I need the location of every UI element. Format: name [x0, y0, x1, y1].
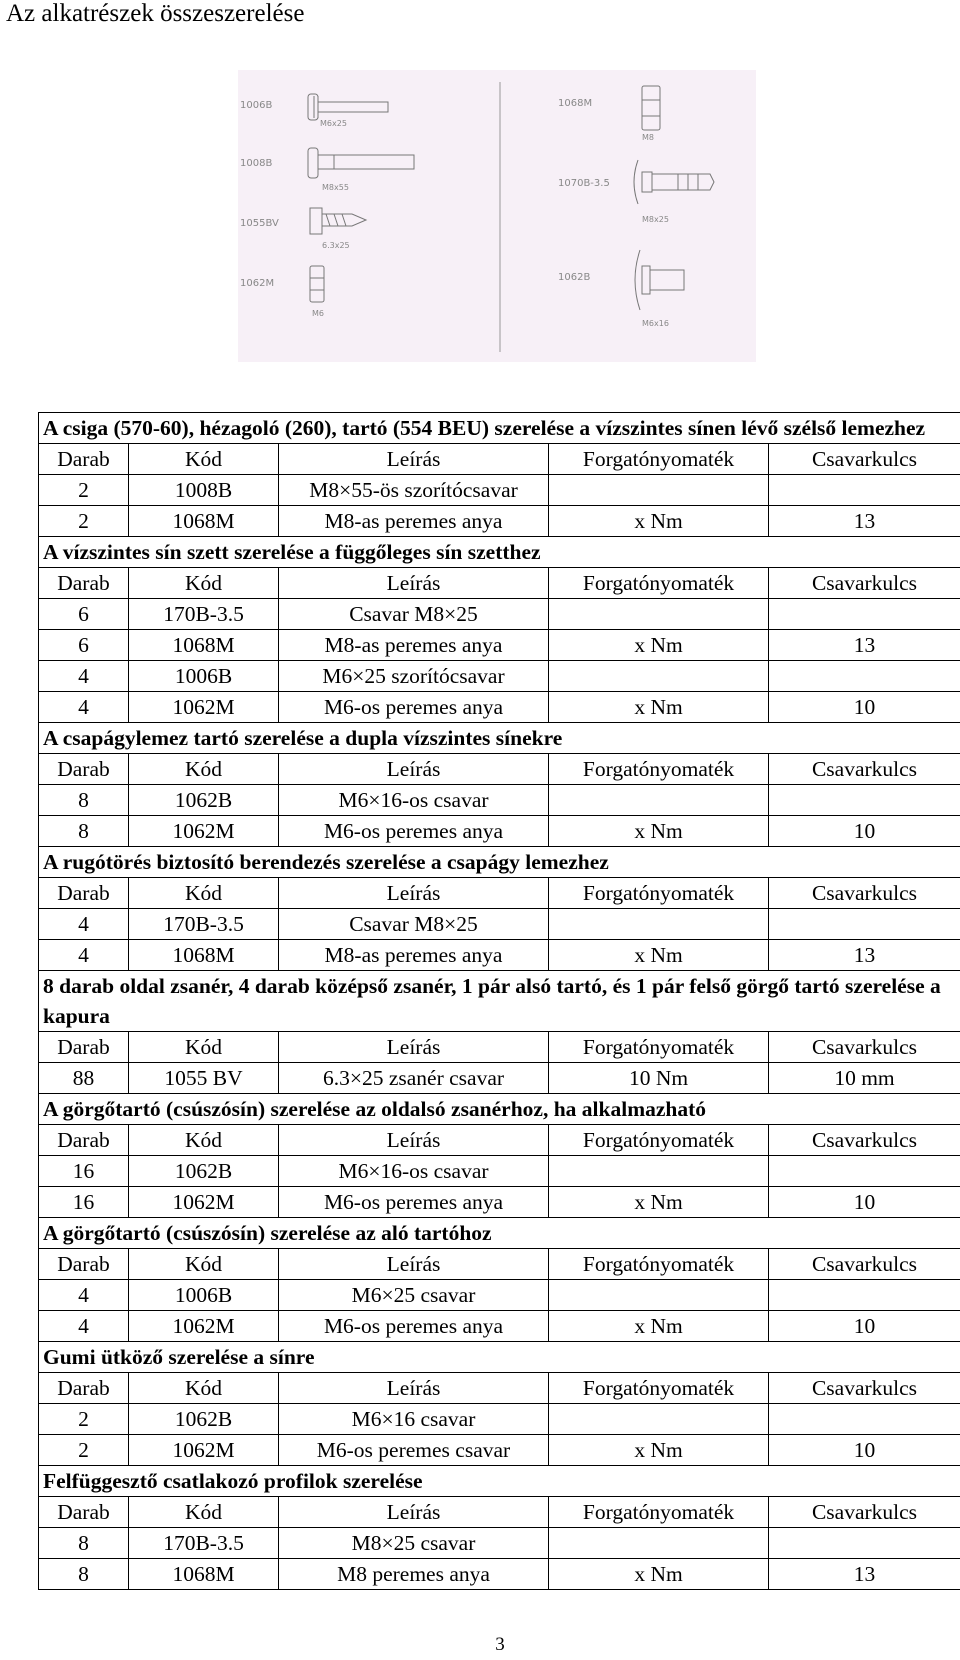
table-row — [39, 1435, 960, 1466]
cell-code: 1062B — [129, 1404, 279, 1435]
fig-label-1062b: 1062B — [558, 272, 591, 283]
cell-code: 1006B — [129, 1280, 279, 1311]
cell-code: 1055 BV — [129, 1063, 279, 1094]
cell-wrench — [769, 1280, 960, 1311]
table-row — [39, 785, 960, 816]
table-row — [39, 599, 960, 630]
cell-count: 8 — [39, 1559, 129, 1590]
parts-table — [38, 412, 960, 1590]
cell-description: M6-os peremes anya — [279, 1311, 549, 1342]
header-description: Leírás — [279, 444, 549, 475]
cell-code: 1008B — [129, 475, 279, 506]
cell-count: 2 — [39, 475, 129, 506]
cell-count: 4 — [39, 1280, 129, 1311]
header-row — [39, 878, 960, 909]
cell-wrench — [769, 599, 960, 630]
cell-wrench — [769, 1156, 960, 1187]
header-torque: Forgatónyomaték — [549, 444, 769, 475]
section-title-row — [39, 847, 960, 878]
cell-description: 6.3×25 zsanér csavar — [279, 1063, 549, 1094]
header-wrench: Csavarkulcs — [769, 1249, 960, 1280]
cell-code: 1068M — [129, 1559, 279, 1590]
header-description: Leírás — [279, 1032, 549, 1063]
cell-description: Csavar M8×25 — [279, 599, 549, 630]
nut-1068m-icon — [558, 86, 660, 142]
header-description: Leírás — [279, 568, 549, 599]
section-title-row — [39, 413, 960, 444]
cell-torque: 10 Nm — [549, 1063, 769, 1094]
fig-size-1070b: M8x25 — [642, 215, 669, 224]
cell-wrench — [769, 661, 960, 692]
section-title-row — [39, 1342, 960, 1373]
fastener-diagram — [238, 70, 756, 362]
cell-code: 170B-3.5 — [129, 1528, 279, 1559]
header-row — [39, 1373, 960, 1404]
header-count: Darab — [39, 754, 129, 785]
bolt-1070b-icon — [558, 160, 714, 224]
header-wrench: Csavarkulcs — [769, 568, 960, 599]
cell-torque: x Nm — [549, 816, 769, 847]
header-wrench: Csavarkulcs — [769, 1373, 960, 1404]
cell-code: 170B-3.5 — [129, 599, 279, 630]
cell-wrench: 13 — [769, 1559, 960, 1590]
fig-label-1062m: 1062M — [240, 278, 275, 289]
header-count: Darab — [39, 878, 129, 909]
table-row — [39, 1063, 960, 1094]
section-title-row — [39, 723, 960, 754]
cell-torque — [549, 785, 769, 816]
header-code: Kód — [129, 754, 279, 785]
cell-code: 1068M — [129, 630, 279, 661]
section-title: A csapágylemez tartó szerelése a dupla vízszintes sínekre — [39, 723, 960, 754]
cell-count: 4 — [39, 661, 129, 692]
cell-wrench — [769, 909, 960, 940]
cell-wrench: 10 — [769, 816, 960, 847]
header-wrench: Csavarkulcs — [769, 1125, 960, 1156]
header-torque: Forgatónyomaték — [549, 1032, 769, 1063]
header-row — [39, 1032, 960, 1063]
header-torque: Forgatónyomaték — [549, 1125, 769, 1156]
fig-label-1070b: 1070B-3.5 — [558, 178, 610, 189]
cell-description: M8×25 csavar — [279, 1528, 549, 1559]
section-title-row — [39, 1094, 960, 1125]
cell-torque — [549, 909, 769, 940]
cell-torque: x Nm — [549, 1559, 769, 1590]
cell-count: 6 — [39, 630, 129, 661]
cell-wrench — [769, 475, 960, 506]
header-torque: Forgatónyomaték — [549, 754, 769, 785]
header-count: Darab — [39, 1373, 129, 1404]
cell-description: M6-os peremes csavar — [279, 1435, 549, 1466]
header-torque: Forgatónyomaték — [549, 1249, 769, 1280]
cell-count: 2 — [39, 1435, 129, 1466]
header-description: Leírás — [279, 1249, 549, 1280]
cell-code: 1062M — [129, 1435, 279, 1466]
cell-description: M6×16 csavar — [279, 1404, 549, 1435]
cell-count: 6 — [39, 599, 129, 630]
cell-code: 1062M — [129, 1187, 279, 1218]
cell-description: M6-os peremes anya — [279, 816, 549, 847]
header-description: Leírás — [279, 878, 549, 909]
table-row — [39, 506, 960, 537]
section-title: 8 darab oldal zsanér, 4 darab középső zsanér, 1 pár alsó tartó, és 1 pár felső görgő tartó szerelése a kapura — [39, 971, 960, 1032]
fig-size-1062b: M6x16 — [642, 319, 669, 328]
header-torque: Forgatónyomaték — [549, 568, 769, 599]
header-code: Kód — [129, 1497, 279, 1528]
fig-label-1008b: 1008B — [240, 158, 273, 169]
cell-count: 4 — [39, 909, 129, 940]
header-wrench: Csavarkulcs — [769, 878, 960, 909]
cell-code: 1062M — [129, 1311, 279, 1342]
section-title-row — [39, 1218, 960, 1249]
cell-count: 4 — [39, 692, 129, 723]
cell-wrench: 13 — [769, 940, 960, 971]
section-title: A görgőtartó (csúszósín) szerelése az oldalsó zsanérhoz, ha alkalmazható — [39, 1094, 960, 1125]
table-row — [39, 1187, 960, 1218]
cell-description: M8-as peremes anya — [279, 506, 549, 537]
header-row — [39, 1249, 960, 1280]
cell-torque — [549, 1156, 769, 1187]
cell-torque — [549, 599, 769, 630]
cell-code: 1068M — [129, 940, 279, 971]
fig-label-1006b: 1006B — [240, 100, 273, 111]
header-code: Kód — [129, 568, 279, 599]
header-count: Darab — [39, 1497, 129, 1528]
header-row — [39, 568, 960, 599]
cell-torque — [549, 1280, 769, 1311]
cell-torque — [549, 661, 769, 692]
cell-description: M8 peremes anya — [279, 1559, 549, 1590]
cell-description: M8-as peremes anya — [279, 940, 549, 971]
table-row — [39, 909, 960, 940]
header-torque: Forgatónyomaték — [549, 878, 769, 909]
cell-count: 8 — [39, 785, 129, 816]
section-title: Gumi ütköző szerelése a sínre — [39, 1342, 960, 1373]
cell-wrench — [769, 1528, 960, 1559]
cell-code: 170B-3.5 — [129, 909, 279, 940]
cell-description: M6×25 csavar — [279, 1280, 549, 1311]
header-count: Darab — [39, 1249, 129, 1280]
cell-count: 2 — [39, 506, 129, 537]
cell-wrench: 10 — [769, 1435, 960, 1466]
cell-torque: x Nm — [549, 1435, 769, 1466]
header-row — [39, 1497, 960, 1528]
cell-description: M6-os peremes anya — [279, 692, 549, 723]
table-row — [39, 1404, 960, 1435]
section-title-row — [39, 971, 960, 1032]
fig-label-1055bv: 1055BV — [240, 218, 279, 229]
header-wrench: Csavarkulcs — [769, 444, 960, 475]
header-wrench: Csavarkulcs — [769, 1032, 960, 1063]
fig-size-1062m: M6 — [312, 309, 324, 318]
cell-description: Csavar M8×25 — [279, 909, 549, 940]
page-number: 3 — [495, 1634, 505, 1655]
header-count: Darab — [39, 444, 129, 475]
header-count: Darab — [39, 1032, 129, 1063]
header-description: Leírás — [279, 754, 549, 785]
cell-wrench: 10 — [769, 1311, 960, 1342]
header-row — [39, 444, 960, 475]
cell-torque: x Nm — [549, 692, 769, 723]
cell-count: 16 — [39, 1156, 129, 1187]
header-description: Leírás — [279, 1373, 549, 1404]
cell-torque — [549, 1528, 769, 1559]
header-code: Kód — [129, 1032, 279, 1063]
cell-torque — [549, 1404, 769, 1435]
cell-count: 4 — [39, 940, 129, 971]
cell-wrench — [769, 1404, 960, 1435]
cell-description: M6-os peremes anya — [279, 1187, 549, 1218]
fig-size-1006b: M6x25 — [320, 119, 347, 128]
header-code: Kód — [129, 1125, 279, 1156]
section-title: A vízszintes sín szett szerelése a függőleges sín szetthez — [39, 537, 960, 568]
cell-count: 4 — [39, 1311, 129, 1342]
cell-wrench: 10 mm — [769, 1063, 960, 1094]
header-row — [39, 754, 960, 785]
section-title: A görgőtartó (csúszósín) szerelése az aló tartóhoz — [39, 1218, 960, 1249]
bolt-1008b-icon — [240, 148, 414, 192]
cell-code: 1068M — [129, 506, 279, 537]
table-row — [39, 1156, 960, 1187]
cell-code: 1062M — [129, 692, 279, 723]
header-code: Kód — [129, 1373, 279, 1404]
cell-torque: x Nm — [549, 940, 769, 971]
cell-count: 2 — [39, 1404, 129, 1435]
table-row — [39, 475, 960, 506]
header-torque: Forgatónyomaték — [549, 1373, 769, 1404]
header-code: Kód — [129, 878, 279, 909]
header-description: Leírás — [279, 1125, 549, 1156]
fig-size-1055bv: 6.3x25 — [322, 241, 350, 250]
table-row — [39, 816, 960, 847]
table-row — [39, 630, 960, 661]
bolt-1006b-icon — [240, 94, 388, 128]
table-row — [39, 1559, 960, 1590]
cell-description: M8×55-ös szorítócsavar — [279, 475, 549, 506]
header-wrench: Csavarkulcs — [769, 1497, 960, 1528]
section-title: A csiga (570-60), hézagoló (260), tartó (554 BEU) szerelése a vízszintes sínen lévő szélső lemezhez — [39, 413, 960, 444]
cell-description: M8-as peremes anya — [279, 630, 549, 661]
section-title: Felfüggesztő csatlakozó profilok szerelése — [39, 1466, 960, 1497]
table-row — [39, 1311, 960, 1342]
header-code: Kód — [129, 444, 279, 475]
cell-torque: x Nm — [549, 1187, 769, 1218]
table-row — [39, 940, 960, 971]
cell-torque: x Nm — [549, 506, 769, 537]
cell-description: M6×16-os csavar — [279, 1156, 549, 1187]
fig-size-1068m: M8 — [642, 133, 654, 142]
cell-description: M6×16-os csavar — [279, 785, 549, 816]
cell-wrench: 13 — [769, 506, 960, 537]
cell-count: 8 — [39, 1528, 129, 1559]
fig-label-1068m: 1068M — [558, 98, 593, 109]
cell-code: 1062B — [129, 785, 279, 816]
header-row — [39, 1125, 960, 1156]
header-count: Darab — [39, 568, 129, 599]
header-description: Leírás — [279, 1497, 549, 1528]
header-code: Kód — [129, 1249, 279, 1280]
cell-wrench: 10 — [769, 692, 960, 723]
cell-description: M6×25 szorítócsavar — [279, 661, 549, 692]
cell-code: 1062B — [129, 1156, 279, 1187]
header-torque: Forgatónyomaték — [549, 1497, 769, 1528]
cell-code: 1062M — [129, 816, 279, 847]
cell-wrench — [769, 785, 960, 816]
table-row — [39, 1280, 960, 1311]
bolt-1062b-icon — [558, 250, 684, 328]
cell-wrench: 13 — [769, 630, 960, 661]
section-title-row — [39, 1466, 960, 1497]
table-row — [39, 661, 960, 692]
table-row — [39, 692, 960, 723]
table-row — [39, 1528, 960, 1559]
parts-table-body — [39, 413, 960, 1590]
section-title: A rugótörés biztosító berendezés szerelése a csapágy lemezhez — [39, 847, 960, 878]
page-title: Az alkatrészek összeszerelése — [6, 0, 305, 27]
section-title-row — [39, 537, 960, 568]
cell-torque: x Nm — [549, 630, 769, 661]
cell-torque: x Nm — [549, 1311, 769, 1342]
header-count: Darab — [39, 1125, 129, 1156]
cell-code: 1006B — [129, 661, 279, 692]
screw-1055bv-icon — [240, 208, 366, 250]
header-wrench: Csavarkulcs — [769, 754, 960, 785]
cell-count: 8 — [39, 816, 129, 847]
cell-wrench: 10 — [769, 1187, 960, 1218]
fig-size-1008b: M8x55 — [322, 183, 349, 192]
cell-count: 88 — [39, 1063, 129, 1094]
cell-count: 16 — [39, 1187, 129, 1218]
nut-1062m-icon — [240, 266, 324, 318]
cell-torque — [549, 475, 769, 506]
